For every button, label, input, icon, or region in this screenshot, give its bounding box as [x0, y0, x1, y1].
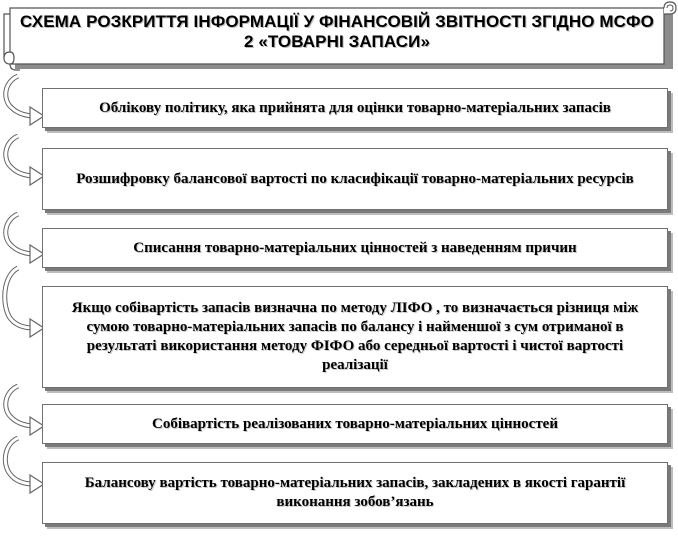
list-item-text: Списання товарно-матеріальних цінностей з наведенням причин [133, 239, 577, 256]
diagram-title: СХЕМА РОЗКРИТТЯ ІНФОРМАЦІЇ У ФІНАНСОВІЙ ЗВІТНОСТІ ЗГІДНО МСФО 2 «ТОВАРНІ ЗАПАСИ» [20, 12, 654, 51]
list-item-text: Собівартість реалізованих товарно-матеріальних цінностей [152, 415, 558, 432]
list-item [42, 228, 668, 268]
list-item [42, 148, 668, 210]
list-item-text: Облікову політику, яка прийнята для оцінки товарно-матеріальних запасів [99, 99, 611, 116]
list-item-text: Розшифровку балансової вартості по класифікації товарно-матеріальних ресурсів [76, 170, 634, 187]
list-item [42, 286, 668, 388]
list-item-text: Балансову вартість товарно-матеріальних запасів, закладених в якості гарантії виконання зобов’язань [84, 475, 626, 510]
list-item [42, 404, 668, 444]
list-item [42, 462, 668, 524]
list-item [42, 88, 668, 128]
list-item-text: Якщо собівартість запасів визначна по методу ЛІФО , то визначається різниця між сумою товарно-матеріальних запасів по балансу і найменшої з сум отриманої в результаті використання методу ФІФО або середньої вартості і чистої вартості реалізації [71, 300, 639, 373]
